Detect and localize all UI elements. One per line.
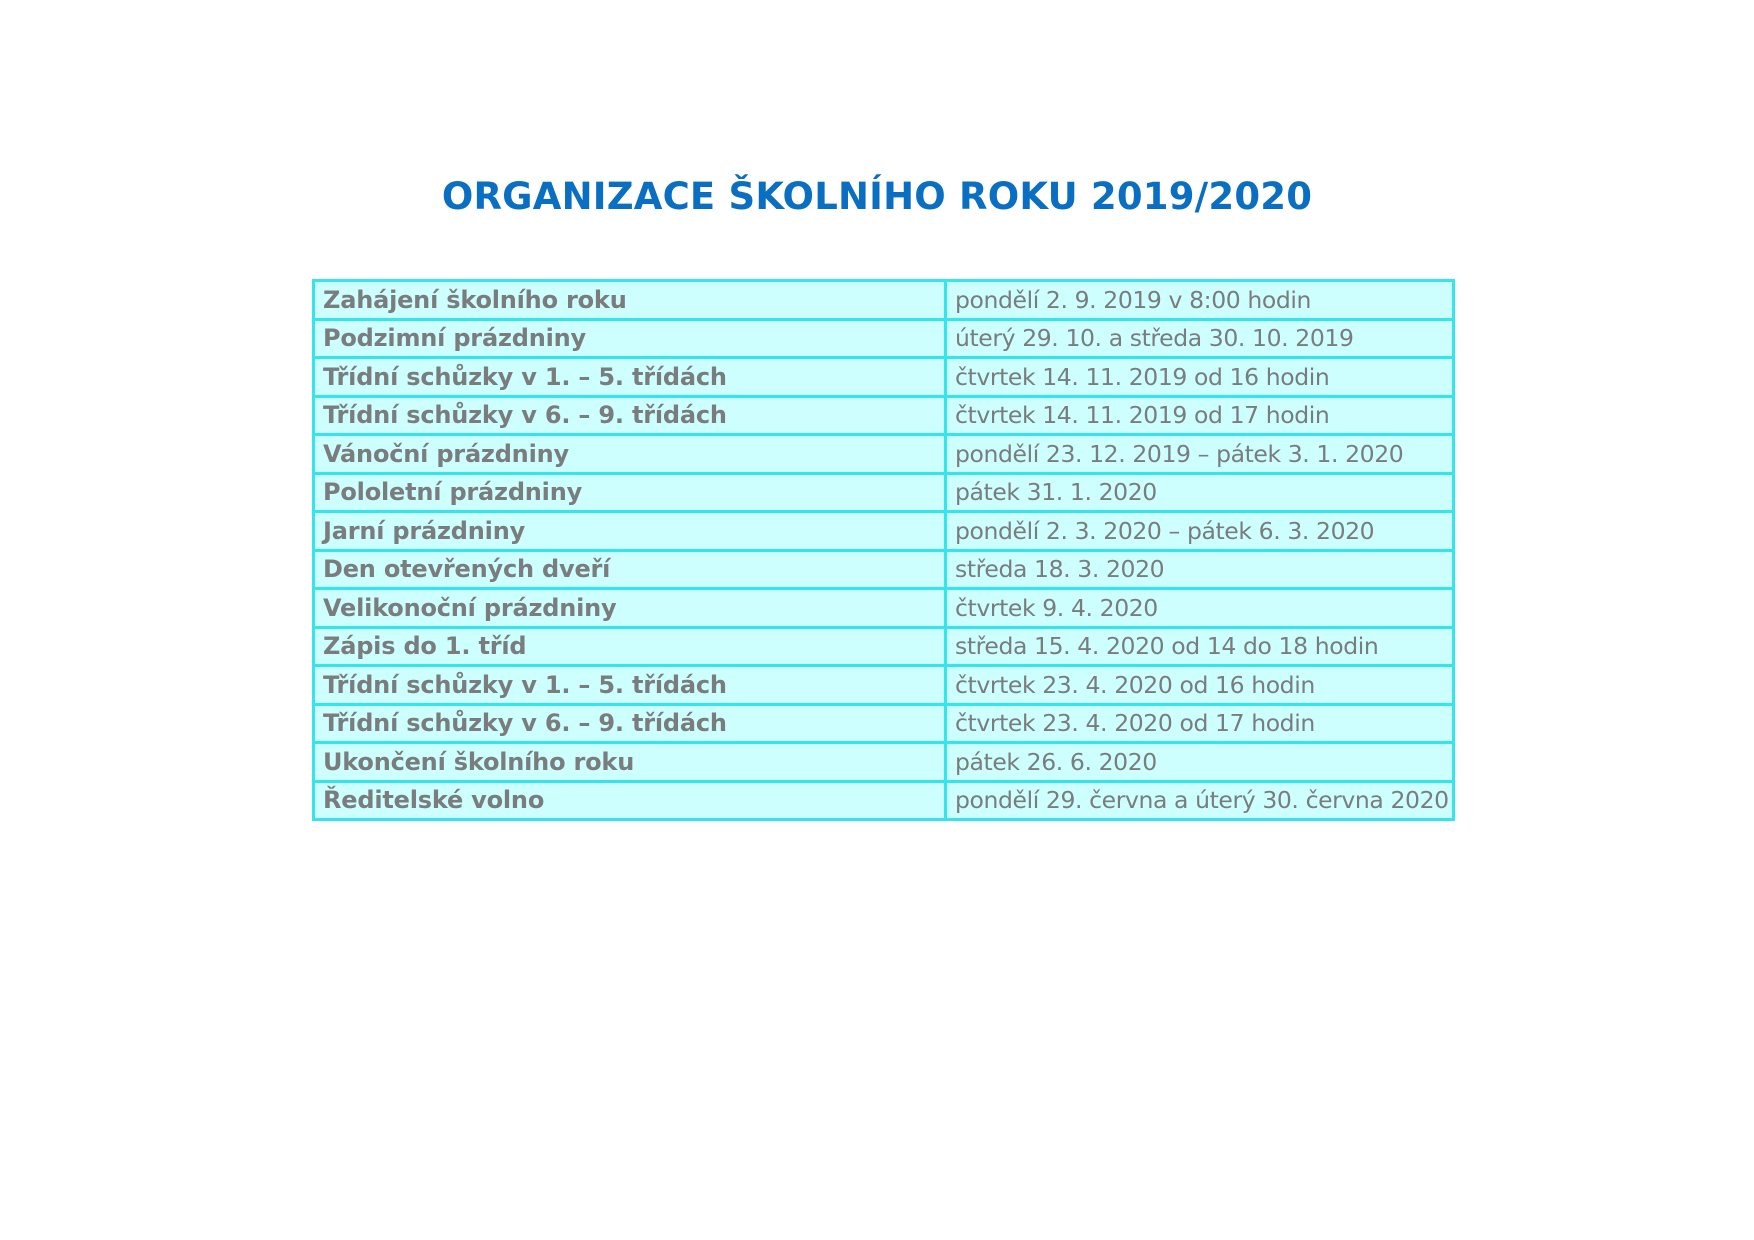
schedule-table	[312, 279, 1455, 821]
table-row	[314, 473, 1454, 512]
table-row	[314, 704, 1454, 743]
event-date-cell: středa 18. 3. 2020	[946, 550, 1454, 589]
event-name-cell: Velikonoční prázdniny	[314, 589, 946, 628]
event-name-cell: Zápis do 1. tříd	[314, 627, 946, 666]
table-row	[314, 396, 1454, 435]
event-name-cell: Podzimní prázdniny	[314, 319, 946, 358]
event-date-cell: pátek 26. 6. 2020	[946, 743, 1454, 782]
table-row	[314, 550, 1454, 589]
table-row	[314, 358, 1454, 397]
table-row	[314, 512, 1454, 551]
event-name-cell: Třídní schůzky v 1. – 5. třídách	[314, 358, 946, 397]
event-date-cell: pátek 31. 1. 2020	[946, 473, 1454, 512]
event-date-cell: čtvrtek 14. 11. 2019 od 16 hodin	[946, 358, 1454, 397]
event-date-cell: pondělí 2. 3. 2020 – pátek 6. 3. 2020	[946, 512, 1454, 551]
event-date-cell: pondělí 23. 12. 2019 – pátek 3. 1. 2020	[946, 435, 1454, 474]
table-row	[314, 781, 1454, 820]
table-row	[314, 281, 1454, 320]
event-name-cell: Den otevřených dveří	[314, 550, 946, 589]
event-name-cell: Třídní schůzky v 6. – 9. třídách	[314, 704, 946, 743]
event-name-cell: Ředitelské volno	[314, 781, 946, 820]
event-date-cell: úterý 29. 10. a středa 30. 10. 2019	[946, 319, 1454, 358]
event-name-cell: Jarní prázdniny	[314, 512, 946, 551]
page-title: ORGANIZACE ŠKOLNÍHO ROKU 2019/2020	[441, 174, 1313, 218]
table-row	[314, 627, 1454, 666]
event-date-cell: čtvrtek 9. 4. 2020	[946, 589, 1454, 628]
event-date-cell: čtvrtek 23. 4. 2020 od 16 hodin	[946, 666, 1454, 705]
event-name-cell: Pololetní prázdniny	[314, 473, 946, 512]
event-name-cell: Třídní schůzky v 1. – 5. třídách	[314, 666, 946, 705]
event-date-cell: čtvrtek 23. 4. 2020 od 17 hodin	[946, 704, 1454, 743]
event-date-cell: pondělí 29. června a úterý 30. června 2020	[946, 781, 1454, 820]
event-name-cell: Vánoční prázdniny	[314, 435, 946, 474]
table-row	[314, 666, 1454, 705]
event-name-cell: Ukončení školního roku	[314, 743, 946, 782]
table-row	[314, 435, 1454, 474]
event-date-cell: středa 15. 4. 2020 od 14 do 18 hodin	[946, 627, 1454, 666]
table-row	[314, 743, 1454, 782]
event-name-cell: Třídní schůzky v 6. – 9. třídách	[314, 396, 946, 435]
event-name-cell: Zahájení školního roku	[314, 281, 946, 320]
table-row	[314, 589, 1454, 628]
event-date-cell: čtvrtek 14. 11. 2019 od 17 hodin	[946, 396, 1454, 435]
table-row	[314, 319, 1454, 358]
event-date-cell: pondělí 2. 9. 2019 v 8:00 hodin	[946, 281, 1454, 320]
